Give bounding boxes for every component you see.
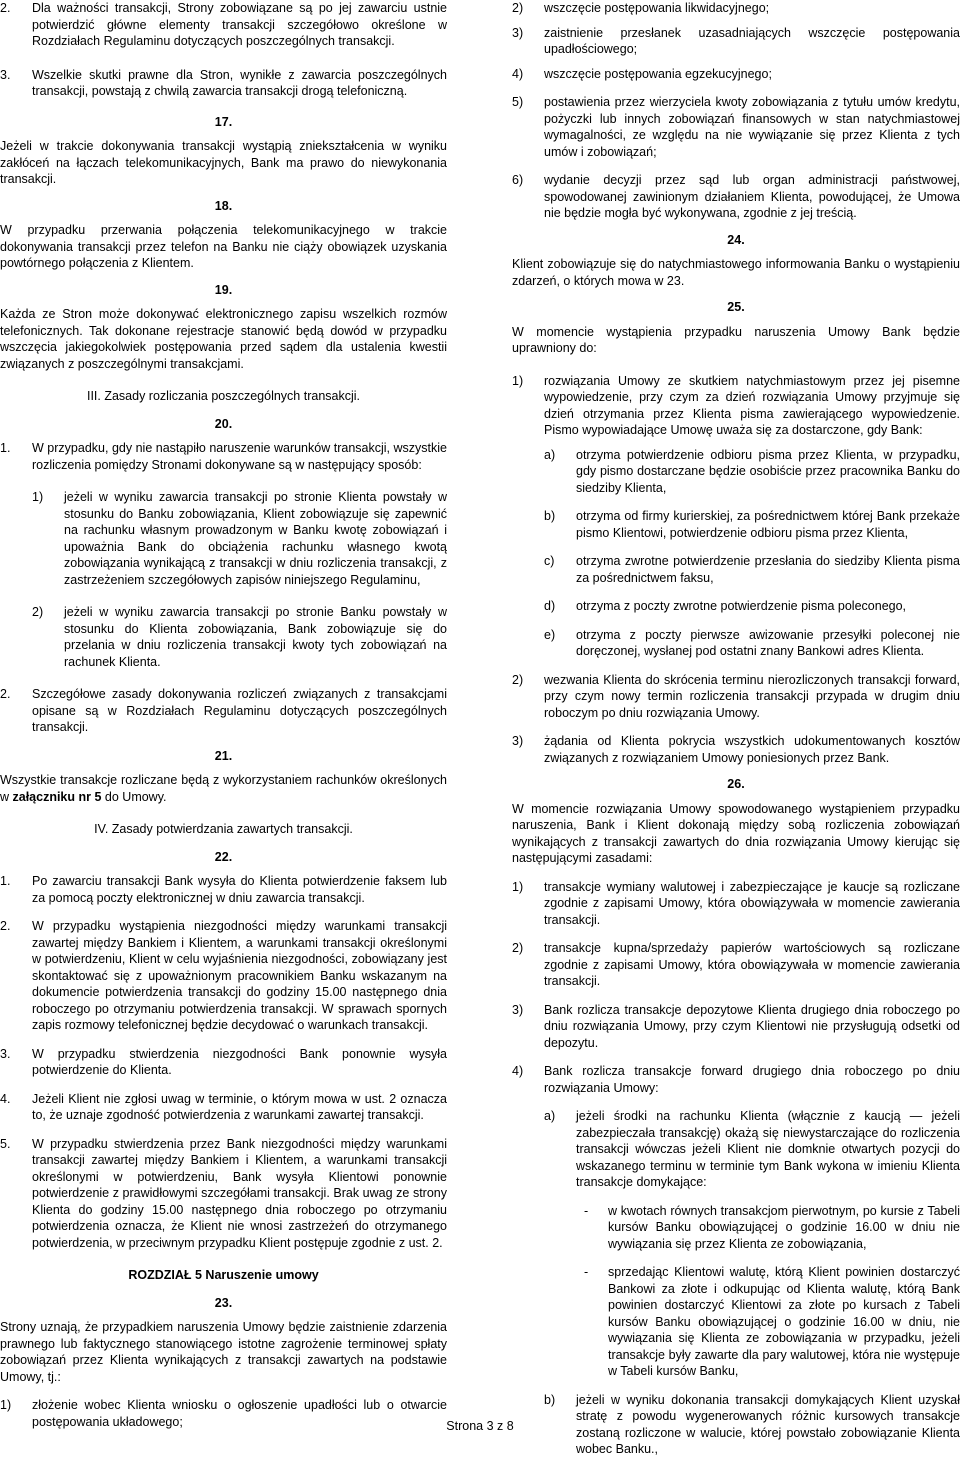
section-number-19: 19. [214, 282, 233, 297]
list-marker: 4) [512, 1064, 524, 1078]
list-item [0, 1046, 447, 1079]
list-item [512, 94, 960, 160]
paragraph-text: Szczegółowe zasady dokonywania rozliczeń związanych z transakcjami opisane są w Rozdziałach Regulaminu dotyczących poszczególnych transakcji. [32, 687, 447, 734]
list-item [512, 508, 960, 541]
list-item [512, 447, 960, 497]
list-item [0, 604, 447, 670]
paragraph-text: zaistnienie przesłanek uzasadniających wszczęcie postępowania upadłościowego; [544, 25, 960, 56]
page-footer: Strona 3 z 8 [446, 1419, 514, 1433]
list-marker: 3) [512, 1002, 524, 1017]
list-item [512, 1264, 960, 1380]
list-marker: 5) [512, 95, 524, 109]
list-marker: b) [544, 509, 556, 523]
paragraph-text: Po zawarciu transakcji Bank wysyła do Klienta potwierdzenie faksem lub za pomocą poczty elektronicznej w dniu zawarcia transakcji. [32, 874, 447, 905]
paragraph-text: Wszystkie transakcje rozliczane będą z wykorzystaniem rachunków określonych w [0, 773, 447, 804]
list-marker: d) [544, 599, 556, 613]
list-item [0, 1136, 447, 1252]
paragraph-text: jeżeli środki na rachunku Klienta (włącznie z kaucją — jeżeli zabezpieczała transakcję) okażą się niewystarczające do rozliczenia transakcji wówczas jeżeli Klient nie domknie otwartych pozycji do wskazanego terminu w terminie tym Bank wykona w imieniu Klienta transakcje domykające: [576, 1109, 960, 1189]
paragraph-text: jeżeli w wyniku zawarcia transakcji po stronie Klienta powstały w stosunku do Banku zobowiązania, Klient zobowiązuje się zapewnić na rachunku własnym prowadzonym w Banku kwotę zobowiązań i upoważnia Bank do obciążenia rachunku własnego kwotą zobowiązania wynikającą z transakcji w dniu rozliczenia transakcji, z zastrzeżeniem szczegółowych zapisów niniejszego Regulaminu, [64, 490, 447, 587]
paragraph-17: Jeżeli w trakcie dokonywania transakcji wystąpią zniekształcenia w wyniku zakłóceń na łączach telekomunikacyjnych, Bank ma prawo do niewykonania transakcji. [0, 139, 447, 186]
paragraph-text: sprzedając Klientowi walutę, którą Klient powinien dostarczyć Bankowi za złote i odkupując od Klienta walutę, którą Bank powinien dostarczyć Klientowi za złote po kursach z Tabeli kursów Banku obowiązującej o godzinie 16.00 w dniu, nie wywiązania się Klienta ze zobowiązania w przypadku, jeżeli transakcje były zawarte dla pary walutowej, która nie występuje w Tabeli kursów Banku, [608, 1265, 960, 1378]
chapter-heading-4: IV. Zasady potwierdzania zawartych transakcji. [94, 822, 353, 836]
section-number-22: 22. [214, 849, 233, 864]
list-marker: 1) [512, 879, 524, 894]
paragraph-text: żądania od Klienta pokrycia wszystkich udokumentowanych kosztów związanych z rozwiązaniem Umowy poniesionych przez Bank. [544, 734, 960, 765]
list-marker: - [584, 1265, 589, 1279]
list-marker: 1. [0, 441, 11, 455]
list-marker: e) [544, 627, 556, 642]
paragraph-text: otrzyma z poczty zwrotne potwierdzenie pisma poleconego, [576, 599, 907, 613]
paragraph-19: Każda ze Stron może dokonywać elektronicznego zapisu wszelkich rozmów telefonicznych. Tak dokonane rejestracje stanowić będą dowód w przypadku wszczęcia jakiegokolwiek postępowania przed sądem dla ustalenia kwestii związanych z poszczególnymi transakcjami. [0, 307, 447, 371]
list-marker: b) [544, 1392, 556, 1407]
list-item [0, 1091, 447, 1124]
list-marker: 2. [0, 919, 11, 933]
list-item [512, 879, 960, 929]
list-item [512, 172, 960, 222]
paragraph-text: otrzyma od firmy kurierskiej, za pośrednictwem której Bank przekaże pismo Klientowi, potwierdzenie odbioru pisma przez Klienta, [576, 509, 960, 540]
section-number-25: 25. [727, 300, 745, 314]
list-marker: 2. [0, 1, 11, 15]
paragraph-text: W przypadku wystąpienia niezgodności między warunkami transakcji zawartej między Bankiem i Klientem, a warunkami transakcji określonymi w potwierdzeniu, Klient w celu wyjaśnienia niezgodności, zobowiązany jest skontaktować się z upoważnionym pracownikiem Banku wskazanym na dokumencie potwierdzenia transakcji do godziny 15.00 następnego dnia roboczego po otrzymaniu potwierdzenia transakcji. W sprawach spornych zapis rozmowy telefonicznej będzie decydować o warunkach transakcji. [32, 919, 447, 1032]
paragraph-text: rozwiązania Umowy ze skutkiem natychmiastowym przez jej pisemne wypowiedzenie, przy czym za dzień rozwiązania Umowy przyjmuje się dzień otrzymania przez Klienta pisma zawierającego wypowiedzenie. Pismo wypowiadające Umowę uważa się za dostarczone, gdy Bank: [544, 373, 960, 437]
paragraph-text: otrzyma z poczty pierwsze awizowanie przesyłki poleconej nie doręczonej, wysłanej pod ostatni znany Bankowi adres Klienta. [576, 627, 960, 658]
left-column [0, 0, 447, 1430]
section-number-18: 18. [214, 198, 233, 213]
paragraph-23: Strony uznają, że przypadkiem naruszenia Umowy będzie zaistnienie zdarzenia prawnego lub faktycznego stanowiącego istotne zagrożenie terminowej spłaty zobowiązań przez Klienta wynikających z transakcji zawartych na podstawie Umowy, tj.: [0, 1320, 447, 1384]
paragraph-18: W przypadku przerwania połączenia telekomunikacyjnego w trakcie dokonywania transakcji przez telefon na Banku nie ciąży obowiązek uzyskania powtórnego połączenia z Klientem. [0, 223, 447, 270]
paragraph-text: W przypadku, gdy nie nastąpiło naruszenie warunków transakcji, wszystkie rozliczenia pomiędzy Stronami dokonywane są w następujący sposób: [32, 441, 447, 472]
list-marker: 4) [512, 66, 524, 81]
attachment-reference: załączniku nr 5 [12, 789, 102, 804]
list-item [512, 598, 960, 615]
paragraph-21 [0, 772, 447, 805]
right-column [512, 0, 960, 1458]
list-item [512, 1108, 960, 1191]
list-item [0, 918, 447, 1034]
list-marker: 3. [0, 1046, 11, 1061]
paragraph-text: wszczęcie postępowania egzekucyjnego; [544, 66, 772, 81]
chapter-heading-5 [0, 1267, 447, 1284]
paragraph-text: jeżeli w wyniku zawarcia transakcji po stronie Banku powstały w stosunku do Klienta zobowiązania, Bank zobowiązuje się do przelania w dniu rozliczenia transakcji kwoty tych zobowiązań na rachunek Klienta. [64, 605, 447, 669]
paragraph-text: W przypadku stwierdzenia przez Bank niezgodności między warunkami transakcji zawartej między Bankiem i Klientem, a warunkami transakcji określonymi w potwierdzeniu, Bank wysyła Klientowi ponownie potwierdzenie z prawidłowymi szczegółami transakcji. Brak uwag ze strony Klienta do godziny 15.00 następnego dnia roboczego po otrzymaniu potwierdzenia oznacza, że Klient nie wnosi zastrzeżeń do otrzymanego potwierdzenia, w przeciwnym przypadku Klient postępuje zgodnie z ust. 2. [32, 1136, 447, 1250]
list-item [512, 733, 960, 766]
list-marker: a) [544, 447, 556, 462]
paragraph-text: jeżeli w wyniku dokonania transakcji domykających Klient uzyskał stratę z powodu wygenerowanych różnic kursowych transakcje zostaną rozliczone w walucie, której powstało zobowiązanie Klienta wobec Banku., [576, 1392, 960, 1456]
list-marker: 1) [512, 373, 524, 388]
list-item [0, 489, 447, 588]
paragraph-text: w kwotach równych transakcjom pierwotnym, po kursie z Tabeli kursów Banku obowiązującej o godzinie 16.00 w dniu nie wywiązania się przez Klienta ze zobowiązania, [608, 1203, 960, 1251]
list-item [512, 1063, 960, 1096]
list-marker: - [584, 1203, 589, 1218]
section-number-20: 20. [214, 416, 233, 431]
list-item [0, 0, 447, 50]
paragraph-24: Klient zobowiązuje się do natychmiastowego informowania Banku o wystąpieniu zdarzeń, o których mowa w 23. [512, 257, 960, 288]
list-marker: 3. [0, 67, 11, 82]
section-number-21: 21. [214, 748, 233, 763]
list-marker: 6) [512, 173, 524, 187]
list-item [512, 373, 960, 439]
list-marker: 3) [512, 734, 524, 748]
paragraph-text: do Umowy. [101, 789, 167, 804]
paragraph-text: postawienia przez wierzyciela kwoty zobowiązania z tytułu umów kredytu, pożyczki lub innych zobowiązań finansowych w stan natychmiastowej wymagalności, ze względu na nie wywiązanie się przez Klienta z tych umów i zobowiązań; [544, 95, 960, 159]
list-marker: a) [544, 1109, 556, 1123]
list-item [512, 672, 960, 722]
list-item [512, 1203, 960, 1253]
list-marker: 2) [512, 672, 524, 687]
list-marker: 1) [32, 490, 44, 504]
paragraph-text: wezwania Klienta do skrócenia terminu nierozliczonych transakcji forward, przy czym nowy termin rozliczenia transakcji przypada w drugim dniu roboczym po dniu rozwiązania Umowy. [544, 672, 960, 720]
paragraph-text: transakcje wymiany walutowej i zabezpieczające je kaucje są rozliczane zgodnie z zapisami Umowy, która obowiązywała w momencie zawierania transakcji. [544, 879, 960, 927]
paragraph-text: transakcje kupna/sprzedaży papierów wartościowych są rozliczane zgodnie z zapisami Umowy, która obowiązywała w momencie zawierania transakcji. [544, 941, 960, 988]
section-number-23: 23. [214, 1295, 233, 1310]
list-item [512, 25, 960, 58]
section-number-26: 26. [727, 777, 745, 791]
paragraph-25: W momencie wystąpienia przypadku naruszenia Umowy Bank będzie uprawniony do: [512, 324, 960, 355]
paragraph-text: złożenie wobec Klienta wniosku o ogłoszenie upadłości lub o otwarcie postępowania układowego; [32, 1398, 447, 1429]
list-item [512, 1002, 960, 1052]
list-item [512, 940, 960, 990]
list-marker: 2) [512, 1, 524, 15]
paragraph-text: Wszelkie skutki prawne dla Stron, wynikłe z zawarcia poszczególnych transakcji, powstają z chwilą zawarcia transakcji drogą telefoniczną. [32, 67, 447, 98]
list-marker: c) [544, 554, 555, 568]
paragraph-text: Jeżeli Klient nie zgłosi uwag w terminie, o którym mowa w ust. 2 oznacza to, że uznaje zgodność potwierdzenia z warunkami zawartej transakcji. [32, 1091, 447, 1122]
paragraph-text: Bank rozlicza transakcje forward drugiego dnia roboczego po dniu rozwiązania Umowy: [544, 1064, 960, 1095]
paragraph-text: otrzyma potwierdzenie odbioru pisma przez Klienta, w przypadku, gdy pismo dostarczane będzie osobiście przez pracownika Banku do siedziby Klienta, [576, 447, 960, 495]
list-marker: 4. [0, 1091, 11, 1106]
list-marker: 1) [0, 1398, 12, 1412]
paragraph-text: Dla ważności transakcji, Strony zobowiązane są po jej zawarciu ustnie potwierdzić główne elementy transakcji szczegółowo określone w Rozdziałach Regulaminu dotyczących poszczególnych transakcji. [32, 1, 447, 48]
list-marker: 3) [512, 25, 524, 40]
paragraph-text: wszczęcie postępowania likwidacyjnego; [544, 1, 770, 15]
list-item [0, 686, 447, 736]
list-item [512, 66, 960, 83]
list-item [512, 0, 960, 17]
list-marker: 5. [0, 1136, 11, 1151]
paragraph-text: otrzyma zwrotne potwierdzenie przesłania do siedziby Klienta pisma za pośrednictwem faksu, [576, 554, 960, 585]
list-item [512, 627, 960, 660]
list-item [0, 440, 447, 473]
chapter-heading-3: III. Zasady rozliczania poszczególnych transakcji. [86, 389, 361, 403]
section-number-24: 24. [727, 232, 745, 247]
paragraph-text: W przypadku stwierdzenia niezgodności Bank ponownie wysyła potwierdzenie do Klienta. [32, 1046, 447, 1077]
list-marker: 2) [512, 941, 524, 955]
section-number-17: 17. [214, 114, 233, 129]
list-marker: 2) [32, 605, 44, 619]
paragraph-26: W momencie rozwiązania Umowy spowodowanego wystąpieniem przypadku naruszenia, Bank i Klient dokonają między sobą rozliczenia zobowiązań wynikających z transakcji zawartych do dnia rozwiązania Umowy kierując się następującymi zasadami: [512, 801, 960, 865]
chapter-heading-text: ROZDZIAŁ 5 Naruszenie umowy [128, 1268, 319, 1282]
list-item [0, 873, 447, 906]
list-marker: 1. [0, 874, 11, 888]
list-item [0, 67, 447, 100]
paragraph-text: Bank rozlicza transakcje depozytowe Klienta drugiego dnia roboczego po dniu rozwiązania Umowy, przy czym Klientowi nie przysługują odsetki od depozytu. [544, 1002, 960, 1050]
list-item [512, 553, 960, 586]
list-marker: 2. [0, 687, 11, 701]
paragraph-text: wydanie decyzji przez sąd lub organ administracji państwowej, spowodowanej zawinionym działaniem Klienta, powodującej, że Umowa nie będzie mogła być wykonywana, zgodnie z jej treścią. [544, 173, 960, 220]
